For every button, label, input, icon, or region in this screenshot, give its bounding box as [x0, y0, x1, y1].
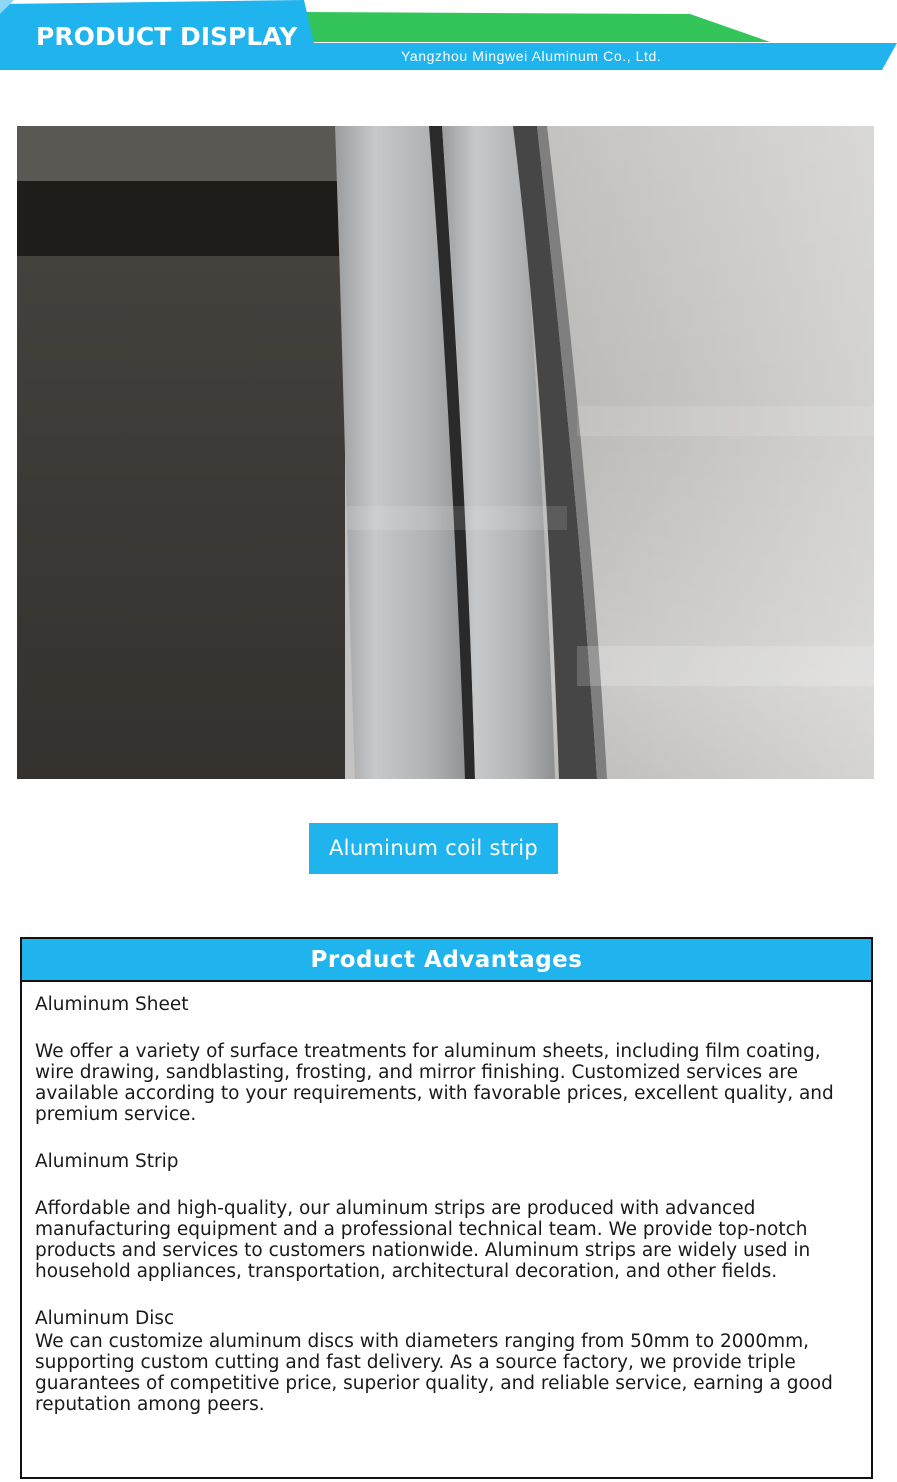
- reflection-3: [347, 506, 567, 530]
- advantage-text-sheet: We offer a variety of surface treatments for aluminum sheets, including film coating, wire drawing, sandblasting, frosting, and mirror finishing. Customized services are available according to your requirements, with favorable prices, excellent quality, and premium service.: [35, 1041, 834, 1125]
- advantage-heading-strip: Aluminum Strip: [35, 1151, 179, 1172]
- company-name: Yangzhou Mingwei Aluminum Co., Ltd.: [401, 48, 662, 64]
- page-title: PRODUCT DISPLAY: [36, 22, 298, 51]
- reflection-2: [577, 646, 874, 686]
- aluminum-coil-photo: [17, 126, 874, 779]
- advantages-body: [35, 994, 865, 1415]
- advantage-text-disc: We can customize aluminum discs with diameters ranging from 50mm to 2000mm, supporting custom cutting and fast delivery. As a source factory, we provide triple guarantees of competitive price, superior quality, and reliable service, earning a good reputation among peers.: [35, 1331, 833, 1415]
- top-gray-band: [17, 126, 345, 181]
- advantage-heading-disc: Aluminum Disc: [35, 1308, 175, 1329]
- top-dark-band: [17, 181, 345, 256]
- advantage-text-strip: Affordable and high-quality, our aluminum strips are produced with advanced manufacturing equipment and a professional technical team. We provide top-notch products and services to customers nationwide. Aluminum strips are widely used in household appliances, transportation, architectural decoration, and other fields.: [35, 1198, 811, 1282]
- advantages-panel: [20, 937, 873, 1479]
- advantage-heading-sheet: Aluminum Sheet: [35, 994, 189, 1015]
- product-caption: Aluminum coil strip: [309, 823, 558, 874]
- advantages-title: Product Advantages: [22, 939, 871, 982]
- reflection-1: [577, 406, 874, 436]
- banner-green-band: [300, 12, 770, 42]
